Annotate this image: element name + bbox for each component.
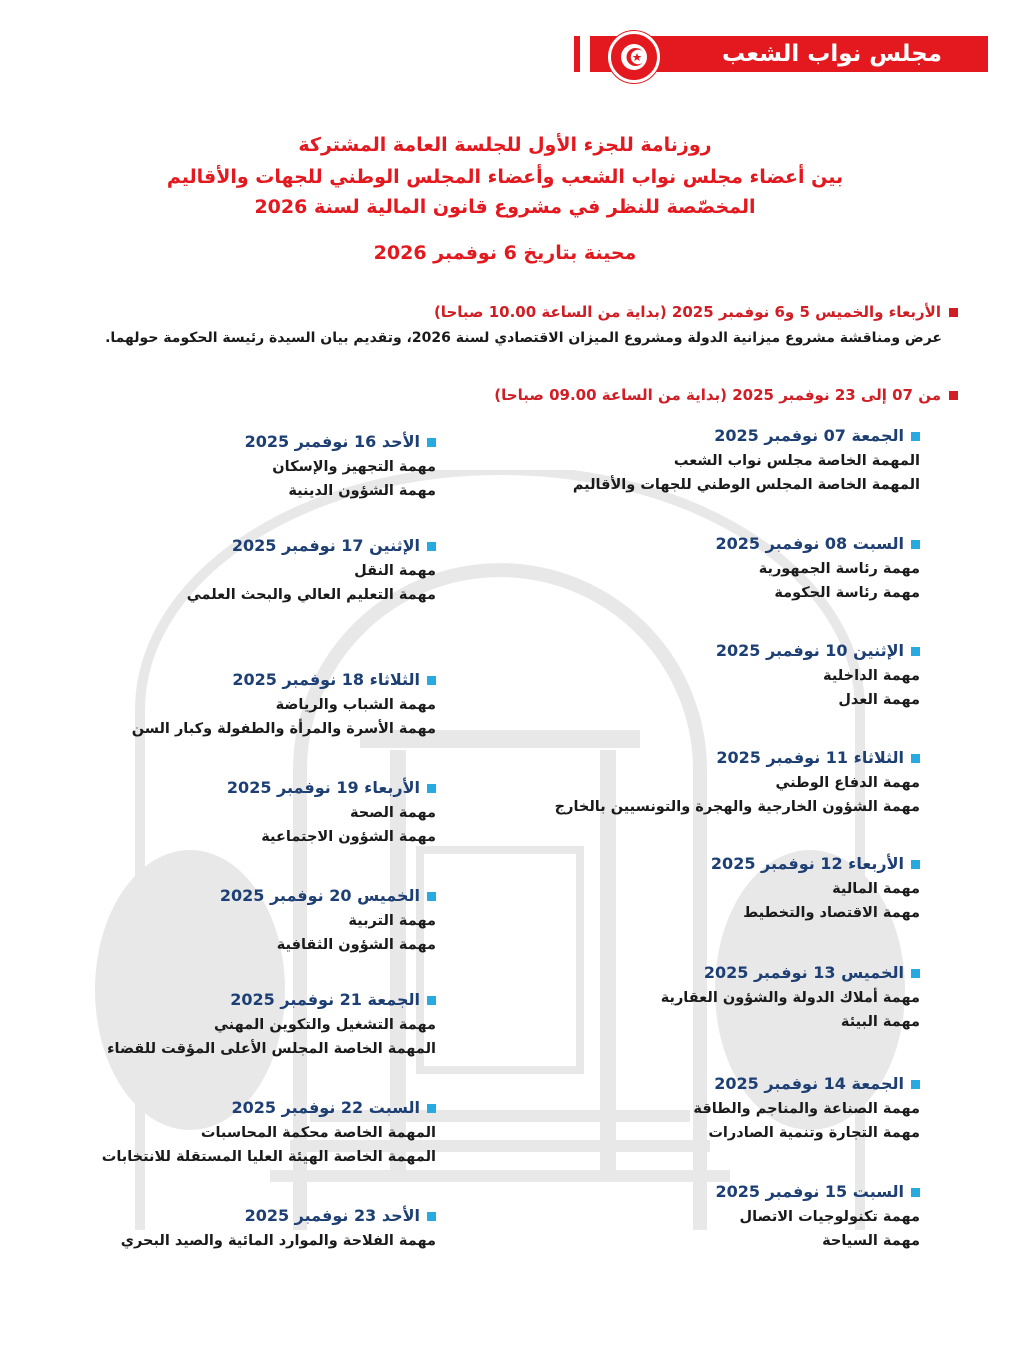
mission-item: المهمة الخاصة محكمة المحاسبات: [200, 1125, 436, 1141]
day-title: [187, 536, 436, 555]
org-name: مجلس نواب الشعب: [721, 41, 942, 67]
bullet-square-icon: [427, 1104, 436, 1113]
day-title-text: الخميس 13 نوفمبر 2025: [703, 963, 904, 982]
title-line-1: روزنامة للجزء الأول للجلسة العامة المشتركة: [298, 134, 712, 156]
section1-heading: [434, 303, 958, 321]
title-line-3: المخصّصة للنظر في مشروع قانون المالية لسنة 2026: [254, 196, 756, 218]
mission-item: مهمة رئاسة الحكومة: [774, 585, 920, 601]
mission-item: مهمة الشؤون الاجتماعية: [261, 829, 436, 845]
day-block: [245, 432, 436, 499]
day-title-text: الخميس 20 نوفمبر 2025: [219, 886, 420, 905]
bullet-square-icon: [911, 1080, 920, 1089]
day-title: [711, 854, 920, 873]
bullet-square-icon: [427, 996, 436, 1005]
day-block: [102, 1098, 436, 1165]
mission-item: مهمة الشؤون الخارجية والهجرة والتونسيين بالخارج: [554, 799, 920, 815]
section1-description: عرض ومناقشة مشروع ميزانية الدولة ومشروع الميزان الاقتصادي لسنة 2026، وتقديم بيان السيدة رئيسة الحكومة حولهما.: [105, 330, 942, 346]
day-block: [107, 990, 436, 1057]
day-title-text: السبت 22 نوفمبر 2025: [231, 1098, 420, 1117]
mission-item: المهمة الخاصة الهيئة العليا المستقلة للانتخابات: [101, 1149, 436, 1165]
mission-item: مهمة الأسرة والمرأة والطفولة وكبار السن: [131, 721, 436, 737]
bullet-square-icon: [427, 438, 436, 447]
mission-item: مهمة الصناعة والمناجم والطاقة: [693, 1101, 920, 1117]
mission-item: مهمة الدفاع الوطني: [775, 775, 920, 791]
day-title-text: الإثنين 17 نوفمبر 2025: [231, 536, 420, 555]
mission-item: مهمة الداخلية: [823, 668, 920, 684]
bullet-square-icon: [427, 892, 436, 901]
day-block: [132, 670, 436, 737]
day-block: [716, 534, 920, 601]
day-block: [573, 426, 920, 493]
day-block: [716, 1182, 920, 1249]
mission-item: مهمة المالية: [832, 881, 920, 897]
day-title: [107, 990, 436, 1009]
day-block: [187, 536, 436, 603]
day-title: [102, 1098, 436, 1117]
section2-heading: [494, 386, 958, 404]
mission-item: مهمة الفلاحة والموارد المائية والصيد البحري: [120, 1233, 436, 1249]
mission-item: مهمة العدل: [838, 692, 920, 708]
mission-item: المهمة الخاصة المجلس الوطني للجهات والأقاليم: [572, 477, 920, 493]
bullet-square-icon: [949, 391, 958, 400]
day-title: [220, 886, 436, 905]
day-block: [555, 748, 920, 815]
mission-item: مهمة الشباب والرياضة: [275, 697, 436, 713]
day-title: [693, 1074, 920, 1093]
day-title: [573, 426, 920, 445]
day-title: [245, 432, 436, 451]
day-title-text: الجمعة 07 نوفمبر 2025: [714, 426, 904, 445]
day-block: [121, 1206, 436, 1249]
day-block: [693, 1074, 920, 1141]
day-block: [220, 886, 436, 953]
title-line-2: بين أعضاء مجلس نواب الشعب وأعضاء المجلس الوطني للجهات والأقاليم: [166, 166, 844, 188]
bullet-square-icon: [911, 1188, 920, 1197]
mission-item: المهمة الخاصة المجلس الأعلى المؤقت للقضاء: [107, 1041, 436, 1057]
day-title-text: الإثنين 10 نوفمبر 2025: [715, 641, 904, 660]
day-title: [121, 1206, 436, 1225]
bullet-square-icon: [911, 969, 920, 978]
day-title-text: الجمعة 21 نوفمبر 2025: [230, 990, 420, 1009]
mission-item: المهمة الخاصة مجلس نواب الشعب: [673, 453, 920, 469]
day-block: [661, 963, 920, 1030]
day-title: [555, 748, 920, 767]
section2-heading-text: من 07 إلى 23 نوفمبر 2025 (بداية من الساعة 09.00 صباحا): [494, 386, 941, 404]
day-title-text: الثلاثاء 11 نوفمبر 2025: [716, 748, 904, 767]
day-title-text: الثلاثاء 18 نوفمبر 2025: [232, 670, 420, 689]
mission-item: مهمة النقل: [354, 563, 436, 579]
day-title: [716, 534, 920, 553]
bullet-square-icon: [427, 784, 436, 793]
bullet-square-icon: [949, 308, 958, 317]
day-title: [716, 641, 920, 660]
section1-heading-text: الأربعاء والخميس 5 و6 نوفمبر 2025 (بداية من الساعة 10.00 صباحا): [433, 303, 941, 321]
mission-item: مهمة أملاك الدولة والشؤون العقارية: [660, 990, 920, 1006]
bullet-square-icon: [911, 754, 920, 763]
mission-item: مهمة البيئة: [840, 1014, 920, 1030]
day-title: [227, 778, 436, 797]
day-title-text: الأربعاء 12 نوفمبر 2025: [710, 854, 904, 873]
tunisia-flag-icon: [608, 31, 660, 83]
mission-item: مهمة الصحة: [349, 805, 436, 821]
mission-item: مهمة الاقتصاد والتخطيط: [743, 905, 920, 921]
updated-date: محينة بتاريخ 6 نوفمبر 2026: [373, 242, 637, 264]
bullet-square-icon: [427, 676, 436, 685]
mission-item: مهمة التجهيز والإسكان: [272, 459, 436, 475]
day-block: [716, 641, 920, 708]
day-title-text: السبت 15 نوفمبر 2025: [715, 1182, 904, 1201]
day-block: [711, 854, 920, 921]
mission-item: مهمة السياحة: [822, 1233, 920, 1249]
day-title-text: الأحد 16 نوفمبر 2025: [244, 432, 420, 451]
day-title-text: الجمعة 14 نوفمبر 2025: [714, 1074, 904, 1093]
bullet-square-icon: [427, 542, 436, 551]
mission-item: مهمة الشؤون الثقافية: [276, 937, 436, 953]
day-title-text: الأربعاء 19 نوفمبر 2025: [226, 778, 420, 797]
day-block: [227, 778, 436, 845]
day-title: [661, 963, 920, 982]
bullet-square-icon: [911, 540, 920, 549]
mission-item: مهمة التربية: [348, 913, 436, 929]
bullet-square-icon: [427, 1212, 436, 1221]
mission-item: مهمة التعليم العالي والبحث العلمي: [186, 587, 436, 603]
banner-stripe: [580, 36, 590, 72]
bullet-square-icon: [911, 432, 920, 441]
mission-item: مهمة الشؤون الدينية: [288, 483, 436, 499]
day-title: [132, 670, 436, 689]
bullet-square-icon: [911, 647, 920, 656]
bullet-square-icon: [911, 860, 920, 869]
day-title-text: السبت 08 نوفمبر 2025: [715, 534, 904, 553]
mission-item: مهمة تكنولوجيات الاتصال: [739, 1209, 920, 1225]
mission-item: مهمة رئاسة الجمهورية: [758, 561, 920, 577]
mission-item: مهمة التشغيل والتكوين المهني: [213, 1017, 436, 1033]
mission-item: مهمة التجارة وتنمية الصادرات: [708, 1125, 920, 1141]
day-title-text: الأحد 23 نوفمبر 2025: [244, 1206, 420, 1225]
day-title: [716, 1182, 920, 1201]
